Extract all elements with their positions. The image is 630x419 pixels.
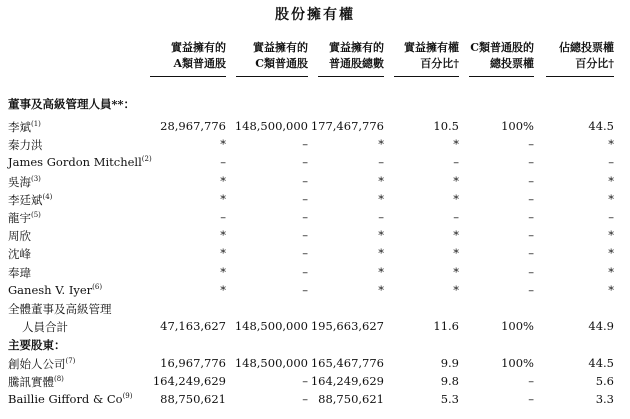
- cell-class-a: 47,163,627: [160, 319, 226, 333]
- cell-ownership-pct: *: [453, 137, 459, 152]
- cell-ownership-pct: *: [453, 173, 459, 188]
- cell-class-a: 88,750,621: [160, 392, 226, 406]
- column-header-line: 實益擁有的: [253, 41, 308, 54]
- column-header-line: 普通股總數: [329, 57, 384, 70]
- column-header-ownership-pct: [394, 40, 459, 77]
- section-heading-directors: 董事及高級管理人員**：: [8, 97, 136, 111]
- cell-voting-pct: *: [608, 191, 614, 206]
- footnote-marker: (9): [122, 392, 133, 401]
- cell-class-c-voting: –: [528, 228, 534, 243]
- footnote-marker: (3): [31, 174, 41, 183]
- total-label-line1: 全體董事及高級管理: [8, 302, 112, 316]
- cell-total-shares: 195,663,627: [310, 319, 384, 333]
- cell-class-a: –: [220, 210, 226, 224]
- column-header-line: 總投票權: [490, 57, 534, 70]
- cell-class-c-voting: –: [528, 374, 534, 388]
- cell-class-c: 148,500,000: [234, 119, 308, 133]
- footnote-marker: (2): [141, 155, 152, 164]
- cell-total-shares: 88,750,621: [318, 392, 384, 406]
- cell-ownership-pct: *: [453, 282, 459, 297]
- total-row: [0, 319, 630, 337]
- section-heading-holders: 主要股東：: [8, 338, 66, 352]
- cell-class-c-voting: –: [528, 173, 534, 188]
- footnote-marker: (4): [42, 192, 53, 201]
- cell-voting-pct: 44.5: [588, 356, 614, 370]
- cell-total-shares: *: [378, 282, 384, 297]
- cell-total-shares: *: [378, 246, 384, 261]
- table-row: [0, 119, 630, 137]
- cell-ownership-pct: –: [453, 210, 459, 224]
- cell-ownership-pct: 10.5: [433, 119, 459, 133]
- table-row: [0, 246, 630, 264]
- row-name-text: Ganesh V. Iyer: [8, 282, 93, 297]
- footnote-marker: (8): [54, 375, 64, 384]
- cell-ownership-pct: *: [453, 191, 459, 206]
- cell-class-c: –: [302, 374, 308, 388]
- cell-ownership-pct: *: [453, 264, 459, 279]
- row-name: [8, 374, 64, 390]
- column-header-line: 實益擁有權: [404, 41, 459, 54]
- column-header-total-shares: [318, 40, 384, 77]
- row-name: [8, 392, 133, 406]
- row-name-text: 秦力洪: [8, 138, 43, 153]
- table-row: [0, 228, 630, 246]
- cell-class-a: *: [220, 137, 226, 152]
- cell-class-a: 16,967,776: [160, 356, 226, 370]
- cell-class-c-voting: –: [528, 246, 534, 261]
- row-name: [8, 265, 31, 281]
- cell-class-c-voting: –: [528, 155, 534, 170]
- table-row: [0, 155, 630, 173]
- column-header-line: A類普通股: [173, 57, 226, 70]
- table-row: [0, 356, 630, 374]
- cell-voting-pct: *: [608, 137, 614, 152]
- cell-class-a: *: [220, 282, 226, 297]
- row-name-text: 周欣: [8, 229, 31, 244]
- footnote-marker: (6): [92, 282, 103, 291]
- row-name: [8, 155, 152, 169]
- row-name: [8, 137, 43, 153]
- cell-class-a: *: [220, 264, 226, 279]
- cell-class-c: 148,500,000: [234, 319, 308, 333]
- cell-total-shares: *: [378, 264, 384, 279]
- cell-voting-pct: *: [608, 282, 614, 297]
- column-header-line: 實益擁有的: [329, 41, 384, 54]
- row-name: [8, 356, 75, 372]
- cell-class-c-voting: –: [528, 191, 534, 206]
- footnote-marker: (5): [31, 211, 41, 220]
- cell-ownership-pct: *: [453, 246, 459, 261]
- cell-class-c: –: [302, 228, 308, 243]
- row-name: [8, 119, 41, 135]
- cell-ownership-pct: –: [453, 155, 459, 170]
- cell-class-c: –: [302, 210, 308, 224]
- cell-voting-pct: 44.9: [588, 319, 614, 333]
- table-row: [0, 283, 630, 301]
- table-row: [0, 374, 630, 392]
- cell-class-c-voting: 100%: [501, 356, 534, 370]
- table-row: [0, 265, 630, 283]
- cell-voting-pct: –: [608, 155, 614, 170]
- cell-ownership-pct: *: [453, 228, 459, 243]
- cell-class-c: –: [302, 392, 308, 406]
- row-name: [8, 174, 41, 190]
- cell-class-a: *: [220, 173, 226, 188]
- cell-total-shares: 164,249,629: [310, 374, 384, 388]
- cell-class-c: –: [302, 191, 308, 206]
- row-name-text: 吳海: [8, 174, 31, 189]
- cell-class-c-voting: –: [528, 137, 534, 152]
- row-name: [8, 192, 52, 208]
- cell-class-a: *: [220, 228, 226, 243]
- cell-voting-pct: *: [608, 246, 614, 261]
- cell-class-c: –: [302, 282, 308, 297]
- footnote-marker: (7): [65, 357, 76, 366]
- row-name-text: 沈峰: [8, 247, 31, 262]
- cell-class-c: –: [302, 173, 308, 188]
- row-name: [8, 210, 41, 226]
- cell-class-c-voting: 100%: [501, 319, 534, 333]
- cell-ownership-pct: 9.8: [440, 374, 459, 388]
- column-header-class-a: [150, 40, 226, 77]
- cell-total-shares: –: [378, 210, 384, 224]
- row-name-text: 騰訊實體: [8, 375, 54, 389]
- row-name-text: 奉瑋: [8, 265, 31, 280]
- column-header-line: 佔總投票權: [559, 41, 614, 54]
- table-row: [0, 210, 630, 228]
- row-name-text: James Gordon Mitchell: [8, 155, 142, 170]
- table-row: [0, 392, 630, 410]
- cell-class-c-voting: –: [528, 264, 534, 279]
- cell-class-c: –: [302, 137, 308, 152]
- cell-voting-pct: 44.5: [588, 119, 614, 133]
- cell-class-a: 28,967,776: [160, 119, 226, 133]
- cell-total-shares: –: [378, 155, 384, 170]
- row-name: [8, 283, 102, 297]
- cell-class-c-voting: –: [528, 392, 534, 406]
- cell-class-c-voting: –: [528, 210, 534, 224]
- row-name-text: 龍宇: [8, 211, 31, 225]
- column-header-line: 實益擁有的: [171, 41, 226, 54]
- cell-total-shares: 165,467,776: [310, 356, 384, 370]
- cell-class-a: *: [220, 246, 226, 261]
- cell-total-shares: *: [378, 228, 384, 243]
- cell-voting-pct: *: [608, 228, 614, 243]
- cell-ownership-pct: 5.3: [440, 392, 459, 406]
- row-name-text: 創始人公司: [8, 357, 66, 371]
- column-header-line: C類普通股的: [470, 41, 534, 54]
- column-header-voting-pct: [546, 40, 614, 77]
- table-row: [0, 174, 630, 192]
- cell-voting-pct: –: [608, 210, 614, 224]
- total-label-line2: 人員合計: [22, 320, 68, 334]
- cell-ownership-pct: 9.9: [440, 356, 459, 370]
- row-name-text: 李斌: [8, 120, 31, 134]
- table-row: [0, 192, 630, 210]
- cell-class-c-voting: 100%: [501, 119, 534, 133]
- table-row: [0, 137, 630, 155]
- cell-voting-pct: 5.6: [595, 374, 614, 388]
- row-name: [8, 228, 31, 244]
- cell-voting-pct: *: [608, 264, 614, 279]
- cell-ownership-pct: 11.6: [433, 319, 459, 333]
- cell-class-c: –: [302, 155, 308, 170]
- row-name: [8, 246, 31, 262]
- page-title: 股份擁有權: [275, 7, 355, 23]
- cell-voting-pct: *: [608, 173, 614, 188]
- column-header-class-c-voting: [469, 40, 534, 77]
- cell-class-c-voting: –: [528, 282, 534, 297]
- cell-class-c: –: [302, 264, 308, 279]
- cell-total-shares: 177,467,776: [310, 119, 384, 133]
- cell-class-c: –: [302, 246, 308, 261]
- row-name-text: Baillie Gifford & Co: [8, 392, 123, 406]
- cell-total-shares: *: [378, 191, 384, 206]
- cell-voting-pct: 3.3: [595, 392, 614, 406]
- row-name-text: 李廷斌: [8, 192, 43, 207]
- cell-class-a: *: [220, 191, 226, 206]
- column-header-line: 百分比†: [420, 57, 459, 70]
- cell-class-a: –: [220, 155, 226, 170]
- cell-class-c: 148,500,000: [234, 356, 308, 370]
- column-header-line: 百分比†: [575, 57, 614, 70]
- column-header-class-c: [236, 40, 308, 77]
- total-label-row: [0, 301, 630, 319]
- footnote-marker: (1): [31, 120, 41, 129]
- cell-total-shares: *: [378, 137, 384, 152]
- cell-total-shares: *: [378, 173, 384, 188]
- column-header-line: C類普通股: [255, 57, 308, 70]
- cell-class-a: 164,249,629: [152, 374, 226, 388]
